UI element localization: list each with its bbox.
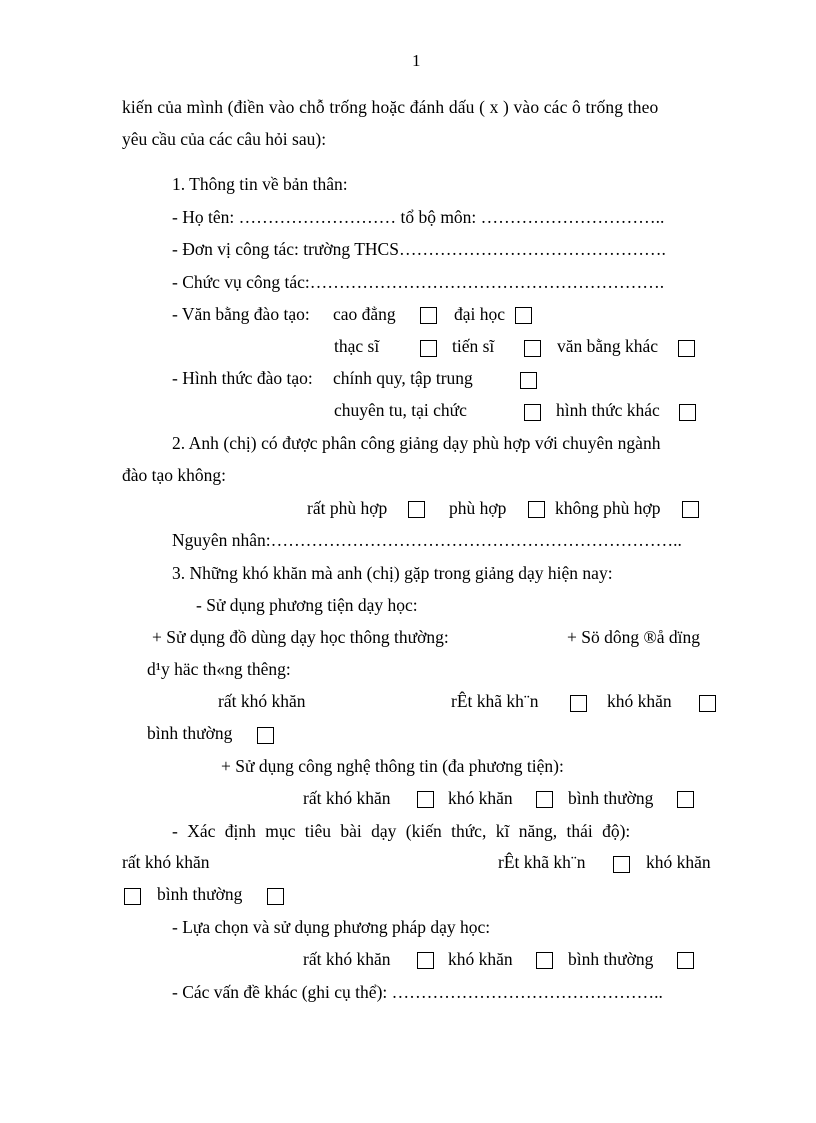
tools-line-a: + Sử dụng đồ dùng dạy học thông thường: [152, 627, 449, 647]
degree-university-label: đại học [454, 304, 506, 324]
fit-not-checkbox[interactable] [682, 501, 699, 518]
goal-normal-label: bình thường [157, 884, 243, 904]
it-heading: + Sử dụng công nghệ thông tin (đa phương tiện): [221, 756, 564, 776]
method-normal-checkbox[interactable] [677, 952, 694, 969]
method-hard-checkbox[interactable] [536, 952, 553, 969]
degree-other-checkbox[interactable] [678, 340, 695, 357]
degree-doctor-label: tiến sĩ [452, 336, 495, 356]
position-field[interactable]: - Chức vụ công tác:……………………………………………………. [172, 272, 665, 292]
other-issues-field[interactable]: - Các vấn đề khác (ghi cụ thể): ……………………………………….. [172, 982, 663, 1002]
goal-very-hard-checkbox[interactable] [613, 856, 630, 873]
tools-hard-label: khó khăn [607, 691, 672, 711]
page-number: 1 [412, 51, 421, 70]
it-very-hard-checkbox[interactable] [417, 791, 434, 808]
section-2-line-2: đào tạo không: [122, 465, 227, 485]
tools-line-c: d¹y häc th«ng thêng: [147, 659, 291, 679]
goal-normal-checkbox[interactable] [267, 888, 284, 905]
method-normal-label: bình thường [568, 949, 654, 969]
fit-not-label: không phù hợp [555, 498, 661, 518]
tools-normal-checkbox[interactable] [257, 727, 274, 744]
unit-field[interactable]: - Đơn vị công tác: trường THCS………………………………………. [172, 239, 666, 259]
goal-very-hard-label-alt: rÊt khã kh¨n [498, 852, 586, 872]
fit-checkbox[interactable] [528, 501, 545, 518]
intro-line-1: kiến của mình (điền vào chỗ trống hoặc đánh dấu ( x ) vào các ô trống theo [122, 97, 659, 117]
equipment-heading: - Sử dụng phương tiện dạy học: [196, 595, 418, 615]
fit-very-checkbox[interactable] [408, 501, 425, 518]
degree-other-label: văn bằng khác [557, 336, 659, 356]
fit-very-label: rất phù hợp [307, 498, 388, 518]
form-fulltime-label: chính quy, tập trung [333, 368, 473, 388]
form-inservice-label: chuyên tu, tại chức [334, 400, 467, 420]
tools-very-hard-label-alt: rÊt khã kh¨n [451, 691, 539, 711]
tools-very-hard-label: rất khó khăn [218, 691, 306, 711]
goal-very-hard-label: rất khó khăn [122, 852, 210, 872]
name-field[interactable]: - Họ tên: ……………………… tổ bộ môn: ………………………….. [172, 207, 665, 227]
method-very-hard-label: rất khó khăn [303, 949, 391, 969]
goal-hard-label: khó khăn [646, 852, 711, 872]
degree-college-label: cao đẳng [333, 304, 396, 324]
degree-college-checkbox[interactable] [420, 307, 437, 324]
method-very-hard-checkbox[interactable] [417, 952, 434, 969]
reason-field[interactable]: Nguyên nhân:…………………………………………………………….. [172, 530, 682, 550]
section-2-line-1: 2. Anh (chị) có được phân công giảng dạy phù hợp với chuyên ngành [172, 433, 661, 453]
tools-very-hard-checkbox[interactable] [570, 695, 587, 712]
tools-hard-checkbox[interactable] [699, 695, 716, 712]
tools-normal-label: bình thường [147, 723, 233, 743]
form-other-label: hình thức khác [556, 400, 660, 420]
form-fulltime-checkbox[interactable] [520, 372, 537, 389]
it-normal-label: bình thường [568, 788, 654, 808]
section-3-title: 3. Những khó khăn mà anh (chị) gặp trong giảng dạy hiện nay: [172, 563, 613, 583]
method-heading: - Lựa chọn và sử dụng phương pháp dạy học: [172, 917, 491, 937]
form-other-checkbox[interactable] [679, 404, 696, 421]
degree-university-checkbox[interactable] [515, 307, 532, 324]
degree-doctor-checkbox[interactable] [524, 340, 541, 357]
form-label: - Hình thức đào tạo: [172, 368, 313, 388]
form-inservice-checkbox[interactable] [524, 404, 541, 421]
degree-master-label: thạc sĩ [334, 336, 380, 356]
it-hard-checkbox[interactable] [536, 791, 553, 808]
section-1-title: 1. Thông tin về bản thân: [172, 174, 348, 194]
goal-heading: - Xác định mục tiêu bài dạy (kiến thức, kĩ năng, thái độ): [172, 821, 631, 841]
it-normal-checkbox[interactable] [677, 791, 694, 808]
it-very-hard-label: rất khó khăn [303, 788, 391, 808]
intro-line-2: yêu cầu của các câu hỏi sau): [122, 129, 327, 149]
tools-line-b: + Sö dông ®å dïng [567, 627, 701, 647]
it-hard-label: khó khăn [448, 788, 513, 808]
method-hard-label: khó khăn [448, 949, 513, 969]
fit-label: phù hợp [449, 498, 507, 518]
goal-hard-checkbox[interactable] [124, 888, 141, 905]
degree-master-checkbox[interactable] [420, 340, 437, 357]
degree-label: - Văn bằng đào tạo: [172, 304, 310, 324]
